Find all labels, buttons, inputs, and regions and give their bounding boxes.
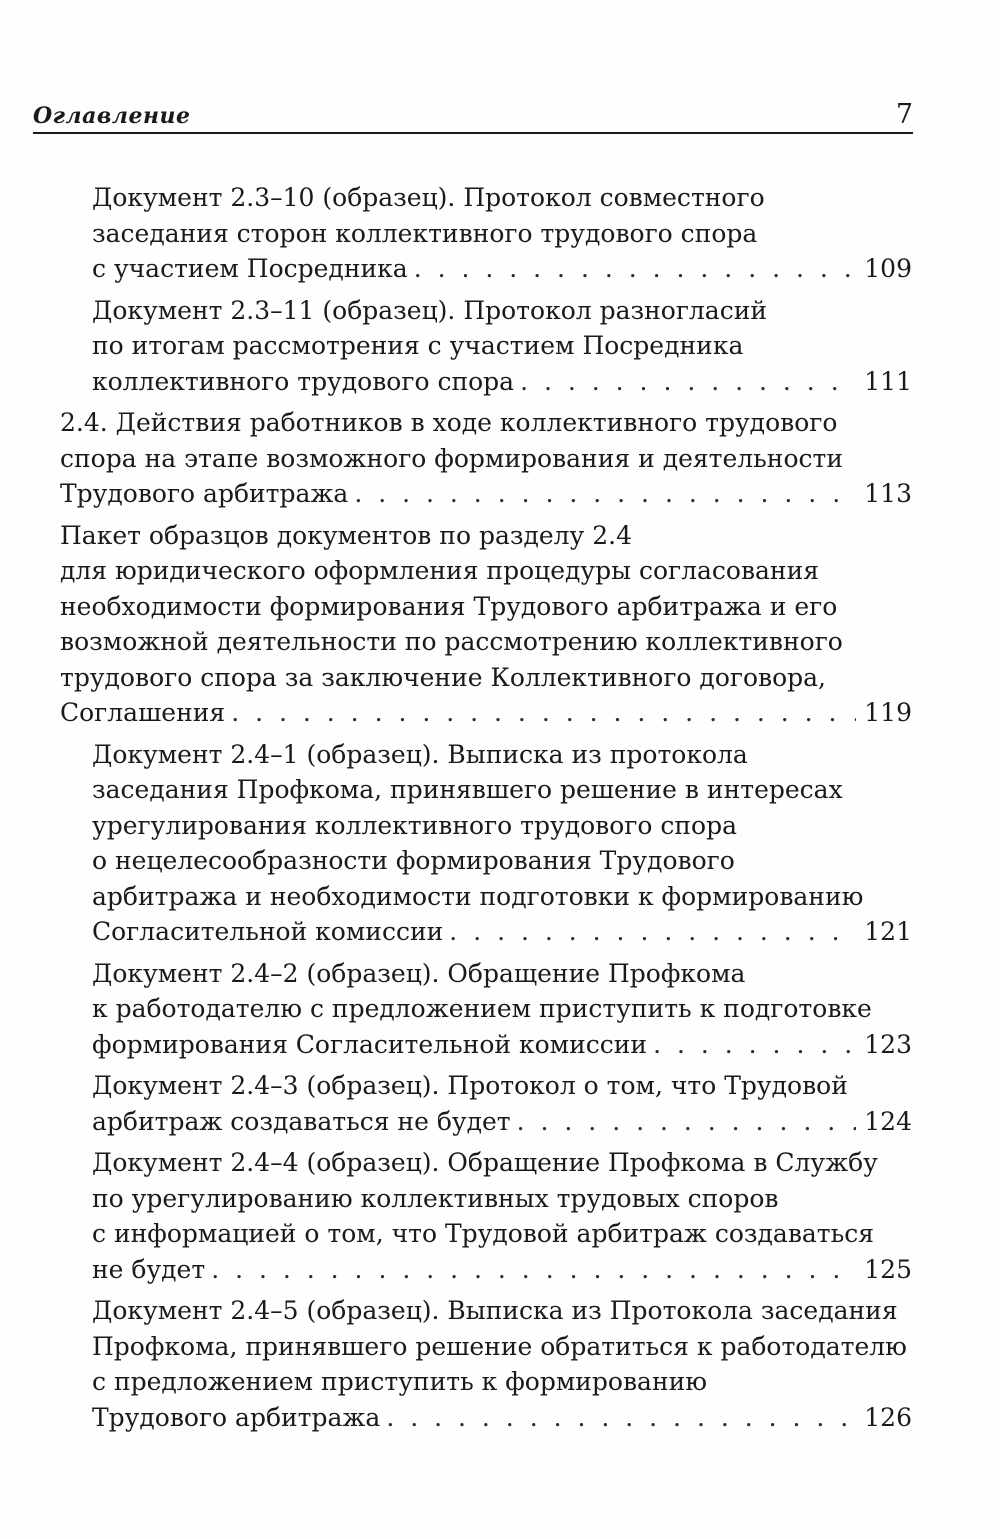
- toc-entry-line: арбитража и необходимости подготовки к формированию: [92, 881, 864, 911]
- toc-entry[interactable]: [60, 956, 912, 1063]
- toc-entry-line: по урегулированию коллективных трудовых споров: [92, 1183, 779, 1213]
- toc-entry-line: по итогам рассмотрения с участием Посредника: [92, 331, 744, 360]
- toc-entry-last-line: [92, 1252, 912, 1288]
- toc-page-number[interactable]: 123: [864, 1029, 912, 1059]
- running-header: [33, 96, 913, 134]
- toc-page-number[interactable]: 124: [864, 1106, 912, 1136]
- toc-entry-line: необходимости формирования Трудового арбитража и его: [60, 591, 838, 621]
- toc-entry-line: заседания сторон коллективного трудового спора: [92, 218, 758, 248]
- toc-entry-line: 2.4. Действия работников в ходе коллективного трудового: [60, 408, 838, 437]
- toc-entry-line: с предложением приступить к формированию: [92, 1367, 708, 1396]
- dot-leader: [449, 914, 856, 950]
- toc-page-number[interactable]: 126: [864, 1402, 912, 1432]
- toc-entry-line: урегулирования коллективного трудового спора: [92, 810, 738, 840]
- toc-entry-last-line: [92, 364, 912, 400]
- toc-page-number[interactable]: 119: [864, 698, 912, 727]
- toc-entry-last-line: [92, 1027, 912, 1063]
- toc-entry-line: Документ 2.4–1 (образец). Выписка из протокола: [92, 739, 748, 769]
- toc-entry-line: возможной деятельности по рассмотрению коллективного: [60, 627, 843, 656]
- header-title: Оглавление: [33, 103, 191, 129]
- toc-entry-line: Согласительной комиссии: [92, 917, 444, 946]
- toc-entry[interactable]: [60, 1068, 912, 1139]
- toc-entry-line: Профкома, принявшего решение обратиться к работодателю: [92, 1331, 907, 1361]
- toc-entry-line: коллективного трудового спора: [92, 366, 515, 396]
- dot-leader: [386, 1400, 856, 1436]
- toc-entry-last-line: [92, 251, 912, 287]
- toc-entry-line: с информацией о том, что Трудовой арбитраж создаваться: [92, 1219, 875, 1248]
- toc-entry-line: Трудового арбитража: [60, 479, 349, 508]
- dot-leader: [517, 1104, 856, 1140]
- toc-entry-last-line: [92, 1104, 912, 1140]
- toc-entry-line: Трудового арбитража: [92, 1402, 381, 1432]
- toc-entry-line: трудового спора за заключение Коллективного договора,: [60, 662, 827, 692]
- toc-entry-line: арбитраж создаваться не будет: [92, 1106, 511, 1136]
- dot-leader: [520, 364, 856, 400]
- toc-entry[interactable]: [60, 1145, 912, 1287]
- table-of-contents: [60, 180, 912, 1441]
- header-page-number: 7: [895, 99, 913, 130]
- toc-entry-last-line: [92, 914, 912, 950]
- toc-entry-last-line: [60, 695, 912, 731]
- toc-entry-line: Пакет образцов документов по разделу 2.4: [60, 520, 632, 550]
- toc-entry-line: Документ 2.4–5 (образец). Выписка из Протокола заседания: [92, 1296, 898, 1325]
- toc-entry-line: Документ 2.4–2 (образец). Обращение Профкома: [92, 958, 746, 988]
- toc-entry-line: заседания Профкома, принявшего решение в интересах: [92, 775, 843, 804]
- toc-entry[interactable]: [60, 180, 912, 287]
- toc-entry-line: о нецелесообразности формирования Трудового: [92, 846, 735, 875]
- toc-entry-line: Документ 2.3–10 (образец). Протокол совместного: [92, 183, 765, 212]
- dot-leader: [231, 695, 856, 731]
- toc-entry-line: для юридического оформления процедуры согласования: [60, 556, 820, 585]
- toc-page-number[interactable]: 111: [864, 366, 912, 396]
- toc-entry-line: формирования Согласительной комиссии: [92, 1029, 648, 1059]
- dot-leader: [354, 476, 856, 512]
- toc-entry[interactable]: [60, 293, 912, 400]
- toc-entry[interactable]: [60, 1293, 912, 1435]
- toc-entry-line: к работодателю с предложением приступить к подготовке: [92, 994, 872, 1023]
- toc-entry-line: с участием Посредника: [92, 254, 408, 283]
- toc-entry-last-line: [60, 476, 912, 512]
- toc-page-number[interactable]: 109: [864, 254, 912, 283]
- toc-entry[interactable]: [60, 518, 912, 731]
- toc-entry-line: спора на этапе возможного формирования и деятельности: [60, 443, 843, 473]
- toc-entry-line: Документ 2.4–3 (образец). Протокол о том, что Трудовой: [92, 1071, 848, 1100]
- toc-page-number[interactable]: 113: [864, 479, 912, 508]
- toc-entry[interactable]: [60, 737, 912, 950]
- dot-leader: [211, 1252, 856, 1288]
- toc-page-number[interactable]: 125: [864, 1254, 912, 1284]
- toc-entry-line: не будет: [92, 1254, 206, 1284]
- toc-page-number[interactable]: 121: [864, 917, 912, 946]
- toc-entry-line: Документ 2.3–11 (образец). Протокол разногласий: [92, 295, 768, 325]
- toc-entry-line: Соглашения: [60, 698, 226, 727]
- toc-entry-line: Документ 2.4–4 (образец). Обращение Профкома в Службу: [92, 1148, 878, 1177]
- toc-entry-last-line: [92, 1400, 912, 1436]
- dot-leader: [653, 1027, 856, 1063]
- toc-entry[interactable]: [60, 405, 912, 512]
- dot-leader: [414, 251, 856, 287]
